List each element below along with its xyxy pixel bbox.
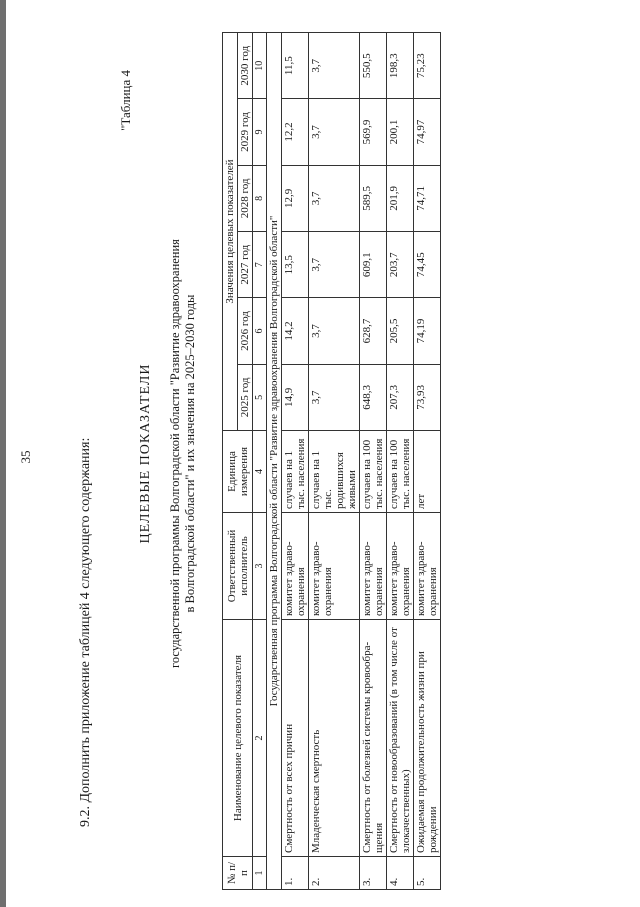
section-title: Государственная программа Волгоградской области "Развитие здравоохранения Волгоградской области"	[267, 33, 282, 890]
row-executor: комитет здраво-охранения	[309, 513, 360, 620]
column-number: 9	[253, 99, 267, 165]
column-number: 2	[253, 620, 267, 857]
row-value: 12,9	[282, 165, 309, 231]
row-value: 3,7	[309, 33, 360, 99]
table-row	[282, 33, 309, 890]
column-number: 6	[253, 298, 267, 364]
row-value: 73,93	[414, 364, 441, 430]
row-unit: случаев на 100 тыс. населения	[360, 431, 387, 513]
header-values-group: Значения целевых показателей	[223, 33, 238, 431]
table-row	[387, 33, 414, 890]
column-number: 1	[253, 857, 267, 890]
header-year: 2025 год	[238, 364, 253, 430]
row-value: 200,1	[387, 99, 414, 165]
row-value: 74,71	[414, 165, 441, 231]
row-value: 648,3	[360, 364, 387, 430]
row-value: 3,7	[309, 298, 360, 364]
subtitle-line-2: в Волгоградской области" и их значения на 2025–2030 годы	[183, 294, 197, 613]
row-value: 550,5	[360, 33, 387, 99]
row-value: 589,5	[360, 165, 387, 231]
row-value: 14,9	[282, 364, 309, 430]
row-value: 75,23	[414, 33, 441, 99]
column-number: 7	[253, 232, 267, 298]
header-executor: Ответственный исполнитель	[223, 513, 253, 620]
header-year: 2027 год	[238, 232, 253, 298]
row-value: 569,9	[360, 99, 387, 165]
row-no: 5.	[414, 857, 441, 890]
row-value: 74,97	[414, 99, 441, 165]
header-name: Наименование целевого показателя	[223, 620, 253, 857]
table-label: "Таблица 4	[118, 70, 133, 131]
column-number: 8	[253, 165, 267, 231]
row-value: 11,5	[282, 33, 309, 99]
header-year: 2026 год	[238, 298, 253, 364]
page-title: ЦЕЛЕВЫЕ ПОКАЗАТЕЛИ	[138, 363, 153, 544]
row-value: 14,2	[282, 298, 309, 364]
intro-text: 9.2. Дополнить приложение таблицей 4 следующего содержания:	[78, 437, 93, 827]
row-value: 12,2	[282, 99, 309, 165]
row-value: 201,9	[387, 165, 414, 231]
page-number: 35	[18, 450, 33, 464]
row-name: Ожидаемая продолжительность жизни при рождении	[414, 620, 441, 857]
row-value: 609,1	[360, 232, 387, 298]
column-number-row	[253, 33, 267, 890]
row-no: 2.	[309, 857, 360, 890]
row-executor: комитет здраво-охранения	[360, 513, 387, 620]
row-value: 203,7	[387, 232, 414, 298]
row-value: 205,5	[387, 298, 414, 364]
row-value: 207,3	[387, 364, 414, 430]
row-value: 3,7	[309, 364, 360, 430]
column-number: 5	[253, 364, 267, 430]
row-no: 4.	[387, 857, 414, 890]
header-year: 2030 год	[238, 33, 253, 99]
row-value: 3,7	[309, 99, 360, 165]
row-value: 628,7	[360, 298, 387, 364]
row-no: 1.	[282, 857, 309, 890]
table-row	[414, 33, 441, 890]
row-value: 74,19	[414, 298, 441, 364]
column-number: 4	[253, 431, 267, 513]
row-unit: случаев на 100 тыс. населения	[387, 431, 414, 513]
row-unit: лет	[414, 431, 441, 513]
row-unit: случаев на 1 тыс. населения	[282, 431, 309, 513]
row-value: 3,7	[309, 232, 360, 298]
row-executor: комитет здраво-охранения	[387, 513, 414, 620]
row-name: Смертность от болезней системы кровообра-щения	[360, 620, 387, 857]
column-number: 10	[253, 33, 267, 99]
subtitle-line-1: государственной программы Волгоградской области "Развитие здравоохранения	[168, 239, 182, 668]
section-row	[267, 33, 282, 890]
header-no: № п/п	[223, 857, 253, 890]
row-executor: комитет здраво-охранения	[414, 513, 441, 620]
table-row	[309, 33, 360, 890]
header-year: 2029 год	[238, 99, 253, 165]
table-row	[360, 33, 387, 890]
page-subtitle	[168, 180, 198, 727]
row-value: 198,3	[387, 33, 414, 99]
row-value: 13,5	[282, 232, 309, 298]
row-value: 74,45	[414, 232, 441, 298]
header-unit: Единица измерения	[223, 431, 253, 513]
header-year: 2028 год	[238, 165, 253, 231]
indicators-table	[222, 32, 441, 890]
row-value: 3,7	[309, 165, 360, 231]
row-unit: случаев на 1 тыс. родившихся живыми	[309, 431, 360, 513]
column-number: 3	[253, 513, 267, 620]
row-no: 3.	[360, 857, 387, 890]
row-name: Смертность от всех причин	[282, 620, 309, 857]
row-name: Смертность от новообразований (в том числе от злокачественных)	[387, 620, 414, 857]
row-executor: комитет здраво-охранения	[282, 513, 309, 620]
row-name: Младенческая смертность	[309, 620, 360, 857]
